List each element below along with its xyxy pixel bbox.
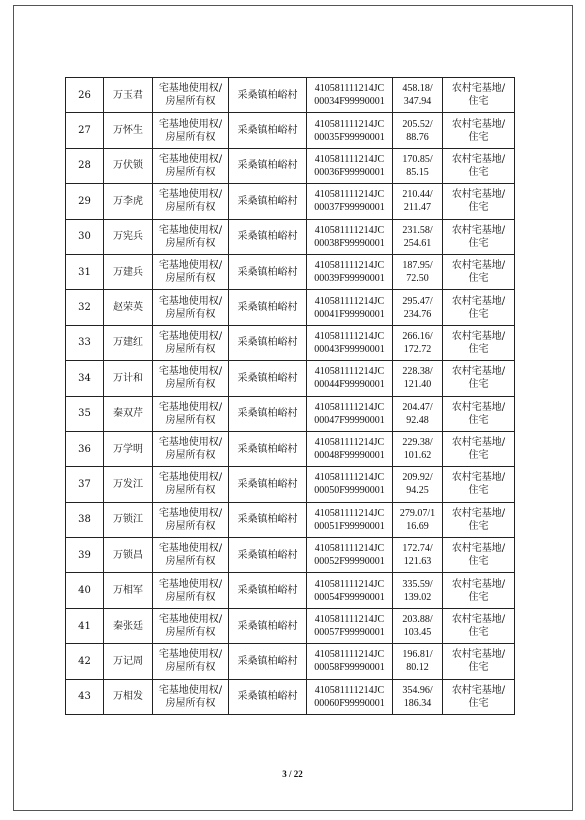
certificate-number-cell-line: 00048F99990001 bbox=[314, 450, 385, 462]
certificate-number-cell bbox=[307, 396, 393, 431]
table-row bbox=[66, 467, 515, 502]
location-cell: 采桑镇柏峪村 bbox=[229, 184, 307, 219]
certificate-number-cell bbox=[307, 573, 393, 608]
area-cell-line: 203.88/ bbox=[402, 614, 433, 626]
land-use-cell bbox=[443, 431, 515, 466]
right-type-cell bbox=[153, 148, 229, 183]
area-cell-line: 279.07/1 bbox=[399, 507, 436, 519]
certificate-number-cell bbox=[307, 608, 393, 643]
right-type-cell bbox=[153, 608, 229, 643]
right-type-cell-line: 宅基地使用权/ bbox=[158, 118, 223, 130]
land-use-cell-line: 农村宅基地/ bbox=[451, 578, 506, 590]
certificate-number-cell-line: 410581111214JC bbox=[314, 189, 385, 201]
location-cell: 采桑镇柏峪村 bbox=[229, 502, 307, 537]
land-use-cell-line: 农村宅基地/ bbox=[451, 295, 506, 307]
owner-name-cell: 秦双芹 bbox=[104, 396, 153, 431]
area-cell-line: 121.63 bbox=[403, 556, 432, 568]
area-cell-line: 335.59/ bbox=[402, 578, 433, 590]
certificate-number-cell-line: 410581111214JC bbox=[314, 578, 385, 590]
row-number-cell: 31 bbox=[66, 254, 104, 289]
land-use-cell bbox=[443, 679, 515, 714]
certificate-number-cell bbox=[307, 502, 393, 537]
location-cell: 采桑镇柏峪村 bbox=[229, 290, 307, 325]
records-table bbox=[65, 77, 515, 715]
row-number-cell: 39 bbox=[66, 538, 104, 573]
right-type-cell-line: 房屋所有权 bbox=[165, 627, 216, 639]
owner-name-cell: 万宪兵 bbox=[104, 219, 153, 254]
row-number-cell: 38 bbox=[66, 502, 104, 537]
certificate-number-cell bbox=[307, 538, 393, 573]
owner-name-cell: 万伏锁 bbox=[104, 148, 153, 183]
table-row bbox=[66, 361, 515, 396]
land-use-cell bbox=[443, 396, 515, 431]
certificate-number-cell-line: 00050F99990001 bbox=[314, 485, 385, 497]
right-type-cell-line: 宅基地使用权/ bbox=[158, 260, 223, 272]
land-use-cell-line: 住宅 bbox=[468, 556, 489, 568]
land-use-cell bbox=[443, 608, 515, 643]
land-use-cell-line: 农村宅基地/ bbox=[451, 543, 506, 555]
land-use-cell bbox=[443, 184, 515, 219]
location-cell: 采桑镇柏峪村 bbox=[229, 219, 307, 254]
table-row bbox=[66, 679, 515, 714]
area-cell bbox=[393, 113, 443, 148]
location-cell: 采桑镇柏峪村 bbox=[229, 538, 307, 573]
area-cell-line: 121.40 bbox=[403, 379, 432, 391]
land-use-cell-line: 农村宅基地/ bbox=[451, 224, 506, 236]
land-use-cell-line: 农村宅基地/ bbox=[451, 260, 506, 272]
land-use-cell-line: 农村宅基地/ bbox=[451, 614, 506, 626]
right-type-cell-line: 宅基地使用权/ bbox=[158, 224, 223, 236]
certificate-number-cell bbox=[307, 254, 393, 289]
right-type-cell-line: 房屋所有权 bbox=[165, 96, 216, 108]
land-use-cell bbox=[443, 325, 515, 360]
owner-name-cell: 万计和 bbox=[104, 361, 153, 396]
table-row bbox=[66, 290, 515, 325]
right-type-cell-line: 房屋所有权 bbox=[165, 485, 216, 497]
land-use-cell bbox=[443, 573, 515, 608]
land-use-cell-line: 农村宅基地/ bbox=[451, 472, 506, 484]
right-type-cell-line: 房屋所有权 bbox=[165, 520, 216, 532]
row-number-cell: 30 bbox=[66, 219, 104, 254]
certificate-number-cell-line: 00037F99990001 bbox=[314, 202, 385, 214]
table-row bbox=[66, 608, 515, 643]
row-number-cell: 26 bbox=[66, 78, 104, 113]
land-use-cell-line: 住宅 bbox=[468, 485, 489, 497]
certificate-number-cell-line: 410581111214JC bbox=[314, 118, 385, 130]
certificate-number-cell-line: 00047F99990001 bbox=[314, 414, 385, 426]
right-type-cell bbox=[153, 113, 229, 148]
area-cell bbox=[393, 502, 443, 537]
certificate-number-cell-line: 00039F99990001 bbox=[314, 273, 385, 285]
certificate-number-cell bbox=[307, 644, 393, 679]
right-type-cell-line: 宅基地使用权/ bbox=[158, 83, 223, 95]
area-cell bbox=[393, 431, 443, 466]
land-use-cell bbox=[443, 113, 515, 148]
certificate-number-cell bbox=[307, 290, 393, 325]
certificate-number-cell-line: 410581111214JC bbox=[314, 401, 385, 413]
right-type-cell-line: 房屋所有权 bbox=[165, 556, 216, 568]
right-type-cell bbox=[153, 467, 229, 502]
certificate-number-cell-line: 00057F99990001 bbox=[314, 627, 385, 639]
land-use-cell bbox=[443, 290, 515, 325]
right-type-cell-line: 宅基地使用权/ bbox=[158, 366, 223, 378]
right-type-cell-line: 宅基地使用权/ bbox=[158, 684, 223, 696]
records-table-body bbox=[66, 78, 515, 715]
area-cell-line: 254.61 bbox=[403, 237, 432, 249]
right-type-cell bbox=[153, 502, 229, 537]
right-type-cell bbox=[153, 679, 229, 714]
certificate-number-cell-line: 00036F99990001 bbox=[314, 166, 385, 178]
table-row bbox=[66, 502, 515, 537]
area-cell-line: 204.47/ bbox=[402, 401, 433, 413]
area-cell bbox=[393, 361, 443, 396]
right-type-cell-line: 房屋所有权 bbox=[165, 450, 216, 462]
certificate-number-cell bbox=[307, 679, 393, 714]
right-type-cell-line: 房屋所有权 bbox=[165, 414, 216, 426]
certificate-number-cell bbox=[307, 219, 393, 254]
land-use-cell bbox=[443, 361, 515, 396]
right-type-cell bbox=[153, 573, 229, 608]
right-type-cell-line: 宅基地使用权/ bbox=[158, 543, 223, 555]
right-type-cell-line: 宅基地使用权/ bbox=[158, 437, 223, 449]
row-number-cell: 33 bbox=[66, 325, 104, 360]
right-type-cell-line: 宅基地使用权/ bbox=[158, 295, 223, 307]
location-cell: 采桑镇柏峪村 bbox=[229, 254, 307, 289]
land-use-cell-line: 住宅 bbox=[468, 96, 489, 108]
certificate-number-cell-line: 410581111214JC bbox=[314, 83, 385, 95]
area-cell bbox=[393, 538, 443, 573]
row-number-cell: 35 bbox=[66, 396, 104, 431]
right-type-cell-line: 房屋所有权 bbox=[165, 308, 216, 320]
table-row bbox=[66, 538, 515, 573]
area-cell-line: 103.45 bbox=[403, 627, 432, 639]
land-use-cell-line: 农村宅基地/ bbox=[451, 684, 506, 696]
certificate-number-cell-line: 410581111214JC bbox=[314, 684, 385, 696]
land-use-cell-line: 住宅 bbox=[468, 414, 489, 426]
right-type-cell bbox=[153, 184, 229, 219]
table-row bbox=[66, 113, 515, 148]
right-type-cell bbox=[153, 431, 229, 466]
table-row bbox=[66, 573, 515, 608]
certificate-number-cell-line: 00043F99990001 bbox=[314, 343, 385, 355]
area-cell bbox=[393, 467, 443, 502]
right-type-cell-line: 房屋所有权 bbox=[165, 131, 216, 143]
table-row bbox=[66, 325, 515, 360]
certificate-number-cell bbox=[307, 184, 393, 219]
area-cell-line: 170.85/ bbox=[402, 153, 433, 165]
right-type-cell bbox=[153, 325, 229, 360]
location-cell: 采桑镇柏峪村 bbox=[229, 679, 307, 714]
area-cell-line: 80.12 bbox=[406, 662, 429, 674]
right-type-cell-line: 房屋所有权 bbox=[165, 697, 216, 709]
area-cell-line: 85.15 bbox=[406, 166, 429, 178]
row-number-cell: 40 bbox=[66, 573, 104, 608]
area-cell bbox=[393, 290, 443, 325]
area-cell-line: 187.95/ bbox=[402, 260, 433, 272]
row-number-cell: 36 bbox=[66, 431, 104, 466]
row-number-cell: 42 bbox=[66, 644, 104, 679]
owner-name-cell: 秦张廷 bbox=[104, 608, 153, 643]
certificate-number-cell bbox=[307, 325, 393, 360]
location-cell: 采桑镇柏峪村 bbox=[229, 148, 307, 183]
certificate-number-cell-line: 410581111214JC bbox=[314, 649, 385, 661]
land-use-cell bbox=[443, 644, 515, 679]
location-cell: 采桑镇柏峪村 bbox=[229, 325, 307, 360]
land-use-cell-line: 农村宅基地/ bbox=[451, 401, 506, 413]
location-cell: 采桑镇柏峪村 bbox=[229, 396, 307, 431]
area-cell bbox=[393, 219, 443, 254]
row-number-cell: 27 bbox=[66, 113, 104, 148]
right-type-cell-line: 房屋所有权 bbox=[165, 237, 216, 249]
area-cell bbox=[393, 148, 443, 183]
table-row bbox=[66, 184, 515, 219]
owner-name-cell: 万记周 bbox=[104, 644, 153, 679]
area-cell bbox=[393, 396, 443, 431]
right-type-cell-line: 宅基地使用权/ bbox=[158, 472, 223, 484]
certificate-number-cell bbox=[307, 78, 393, 113]
right-type-cell bbox=[153, 361, 229, 396]
certificate-number-cell-line: 00035F99990001 bbox=[314, 131, 385, 143]
land-use-cell-line: 农村宅基地/ bbox=[451, 507, 506, 519]
land-use-cell-line: 农村宅基地/ bbox=[451, 366, 506, 378]
certificate-number-cell-line: 00034F99990001 bbox=[314, 96, 385, 108]
certificate-number-cell-line: 00058F99990001 bbox=[314, 662, 385, 674]
row-number-cell: 28 bbox=[66, 148, 104, 183]
right-type-cell-line: 宅基地使用权/ bbox=[158, 189, 223, 201]
land-use-cell-line: 住宅 bbox=[468, 520, 489, 532]
certificate-number-cell bbox=[307, 113, 393, 148]
land-use-cell-line: 住宅 bbox=[468, 273, 489, 285]
land-use-cell bbox=[443, 148, 515, 183]
certificate-number-cell-line: 00051F99990001 bbox=[314, 520, 385, 532]
certificate-number-cell-line: 00054F99990001 bbox=[314, 591, 385, 603]
area-cell-line: 229.38/ bbox=[402, 437, 433, 449]
land-use-cell-line: 住宅 bbox=[468, 450, 489, 462]
owner-name-cell: 万李虎 bbox=[104, 184, 153, 219]
right-type-cell-line: 房屋所有权 bbox=[165, 202, 216, 214]
area-cell bbox=[393, 679, 443, 714]
row-number-cell: 29 bbox=[66, 184, 104, 219]
area-cell-line: 16.69 bbox=[406, 520, 429, 532]
right-type-cell-line: 宅基地使用权/ bbox=[158, 507, 223, 519]
certificate-number-cell-line: 410581111214JC bbox=[314, 614, 385, 626]
right-type-cell-line: 宅基地使用权/ bbox=[158, 649, 223, 661]
right-type-cell bbox=[153, 254, 229, 289]
area-cell-line: 205.52/ bbox=[402, 118, 433, 130]
certificate-number-cell-line: 410581111214JC bbox=[314, 330, 385, 342]
right-type-cell-line: 宅基地使用权/ bbox=[158, 578, 223, 590]
certificate-number-cell bbox=[307, 431, 393, 466]
area-cell bbox=[393, 644, 443, 679]
land-use-cell-line: 住宅 bbox=[468, 202, 489, 214]
land-use-cell-line: 农村宅基地/ bbox=[451, 153, 506, 165]
owner-name-cell: 万发江 bbox=[104, 467, 153, 502]
land-use-cell-line: 住宅 bbox=[468, 591, 489, 603]
area-cell-line: 266.16/ bbox=[402, 330, 433, 342]
land-use-cell bbox=[443, 219, 515, 254]
certificate-number-cell bbox=[307, 148, 393, 183]
certificate-number-cell bbox=[307, 467, 393, 502]
row-number-cell: 34 bbox=[66, 361, 104, 396]
area-cell-line: 211.47 bbox=[403, 202, 432, 214]
row-number-cell: 41 bbox=[66, 608, 104, 643]
land-use-cell-line: 住宅 bbox=[468, 237, 489, 249]
land-use-cell-line: 住宅 bbox=[468, 662, 489, 674]
right-type-cell-line: 房屋所有权 bbox=[165, 379, 216, 391]
right-type-cell-line: 房屋所有权 bbox=[165, 662, 216, 674]
area-cell bbox=[393, 325, 443, 360]
right-type-cell bbox=[153, 219, 229, 254]
certificate-number-cell bbox=[307, 361, 393, 396]
row-number-cell: 32 bbox=[66, 290, 104, 325]
right-type-cell-line: 宅基地使用权/ bbox=[158, 401, 223, 413]
land-use-cell-line: 住宅 bbox=[468, 308, 489, 320]
row-number-cell: 37 bbox=[66, 467, 104, 502]
land-use-cell-line: 住宅 bbox=[468, 379, 489, 391]
certificate-number-cell-line: 410581111214JC bbox=[314, 295, 385, 307]
certificate-number-cell-line: 410581111214JC bbox=[314, 366, 385, 378]
table-row bbox=[66, 254, 515, 289]
land-use-cell-line: 农村宅基地/ bbox=[451, 437, 506, 449]
land-use-cell-line: 住宅 bbox=[468, 131, 489, 143]
owner-name-cell: 万玉君 bbox=[104, 78, 153, 113]
table-row bbox=[66, 431, 515, 466]
area-cell-line: 92.48 bbox=[406, 414, 429, 426]
certificate-number-cell-line: 00044F99990001 bbox=[314, 379, 385, 391]
right-type-cell bbox=[153, 290, 229, 325]
right-type-cell bbox=[153, 644, 229, 679]
owner-name-cell: 赵荣英 bbox=[104, 290, 153, 325]
certificate-number-cell-line: 410581111214JC bbox=[314, 224, 385, 236]
land-use-cell-line: 农村宅基地/ bbox=[451, 649, 506, 661]
right-type-cell-line: 房屋所有权 bbox=[165, 591, 216, 603]
land-use-cell-line: 农村宅基地/ bbox=[451, 83, 506, 95]
area-cell-line: 72.50 bbox=[406, 273, 429, 285]
area-cell bbox=[393, 254, 443, 289]
area-cell-line: 295.47/ bbox=[402, 295, 433, 307]
land-use-cell-line: 住宅 bbox=[468, 166, 489, 178]
right-type-cell-line: 房屋所有权 bbox=[165, 166, 216, 178]
location-cell: 采桑镇柏峪村 bbox=[229, 78, 307, 113]
owner-name-cell: 万相军 bbox=[104, 573, 153, 608]
table-row bbox=[66, 148, 515, 183]
location-cell: 采桑镇柏峪村 bbox=[229, 467, 307, 502]
owner-name-cell: 万相发 bbox=[104, 679, 153, 714]
area-cell bbox=[393, 608, 443, 643]
certificate-number-cell-line: 00038F99990001 bbox=[314, 237, 385, 249]
area-cell bbox=[393, 78, 443, 113]
certificate-number-cell-line: 410581111214JC bbox=[314, 153, 385, 165]
area-cell-line: 209.92/ bbox=[402, 472, 433, 484]
area-cell-line: 139.02 bbox=[403, 591, 432, 603]
land-use-cell bbox=[443, 78, 515, 113]
certificate-number-cell-line: 00041F99990001 bbox=[314, 308, 385, 320]
location-cell: 采桑镇柏峪村 bbox=[229, 361, 307, 396]
location-cell: 采桑镇柏峪村 bbox=[229, 573, 307, 608]
table-row bbox=[66, 644, 515, 679]
certificate-number-cell-line: 410581111214JC bbox=[314, 437, 385, 449]
land-use-cell bbox=[443, 502, 515, 537]
land-use-cell-line: 农村宅基地/ bbox=[451, 189, 506, 201]
certificate-number-cell-line: 410581111214JC bbox=[314, 507, 385, 519]
right-type-cell-line: 宅基地使用权/ bbox=[158, 153, 223, 165]
area-cell-line: 354.96/ bbox=[402, 684, 433, 696]
area-cell-line: 172.74/ bbox=[402, 543, 433, 555]
right-type-cell bbox=[153, 396, 229, 431]
area-cell-line: 231.58/ bbox=[402, 224, 433, 236]
area-cell-line: 196.81/ bbox=[402, 649, 433, 661]
land-use-cell-line: 住宅 bbox=[468, 697, 489, 709]
area-cell-line: 228.38/ bbox=[402, 366, 433, 378]
owner-name-cell: 万锁江 bbox=[104, 502, 153, 537]
land-use-cell bbox=[443, 254, 515, 289]
location-cell: 采桑镇柏峪村 bbox=[229, 608, 307, 643]
row-number-cell: 43 bbox=[66, 679, 104, 714]
land-use-cell bbox=[443, 467, 515, 502]
area-cell-line: 172.72 bbox=[403, 343, 432, 355]
area-cell-line: 458.18/ bbox=[402, 83, 433, 95]
right-type-cell-line: 房屋所有权 bbox=[165, 343, 216, 355]
area-cell-line: 186.34 bbox=[403, 697, 432, 709]
land-use-cell-line: 农村宅基地/ bbox=[451, 118, 506, 130]
right-type-cell-line: 宅基地使用权/ bbox=[158, 330, 223, 342]
table-row bbox=[66, 219, 515, 254]
table-row bbox=[66, 78, 515, 113]
certificate-number-cell-line: 410581111214JC bbox=[314, 260, 385, 272]
page-number: 3 / 22 bbox=[282, 769, 303, 779]
right-type-cell bbox=[153, 538, 229, 573]
owner-name-cell: 万锁昌 bbox=[104, 538, 153, 573]
area-cell-line: 210.44/ bbox=[402, 189, 433, 201]
owner-name-cell: 万学明 bbox=[104, 431, 153, 466]
location-cell: 采桑镇柏峪村 bbox=[229, 431, 307, 466]
land-use-cell-line: 住宅 bbox=[468, 627, 489, 639]
area-cell-line: 88.76 bbox=[406, 131, 429, 143]
land-use-cell-line: 农村宅基地/ bbox=[451, 330, 506, 342]
area-cell-line: 234.76 bbox=[403, 308, 432, 320]
owner-name-cell: 万怀生 bbox=[104, 113, 153, 148]
certificate-number-cell-line: 00052F99990001 bbox=[314, 556, 385, 568]
area-cell bbox=[393, 573, 443, 608]
table-row bbox=[66, 396, 515, 431]
owner-name-cell: 万建兵 bbox=[104, 254, 153, 289]
location-cell: 采桑镇柏峪村 bbox=[229, 644, 307, 679]
certificate-number-cell-line: 410581111214JC bbox=[314, 543, 385, 555]
right-type-cell-line: 房屋所有权 bbox=[165, 273, 216, 285]
land-use-cell-line: 住宅 bbox=[468, 343, 489, 355]
owner-name-cell: 万建红 bbox=[104, 325, 153, 360]
right-type-cell bbox=[153, 78, 229, 113]
area-cell-line: 347.94 bbox=[403, 96, 432, 108]
location-cell: 采桑镇柏峪村 bbox=[229, 113, 307, 148]
right-type-cell-line: 宅基地使用权/ bbox=[158, 614, 223, 626]
area-cell-line: 94.25 bbox=[406, 485, 429, 497]
certificate-number-cell-line: 00060F99990001 bbox=[314, 697, 385, 709]
area-cell-line: 101.62 bbox=[403, 450, 432, 462]
certificate-number-cell-line: 410581111214JC bbox=[314, 472, 385, 484]
area-cell bbox=[393, 184, 443, 219]
land-use-cell bbox=[443, 538, 515, 573]
